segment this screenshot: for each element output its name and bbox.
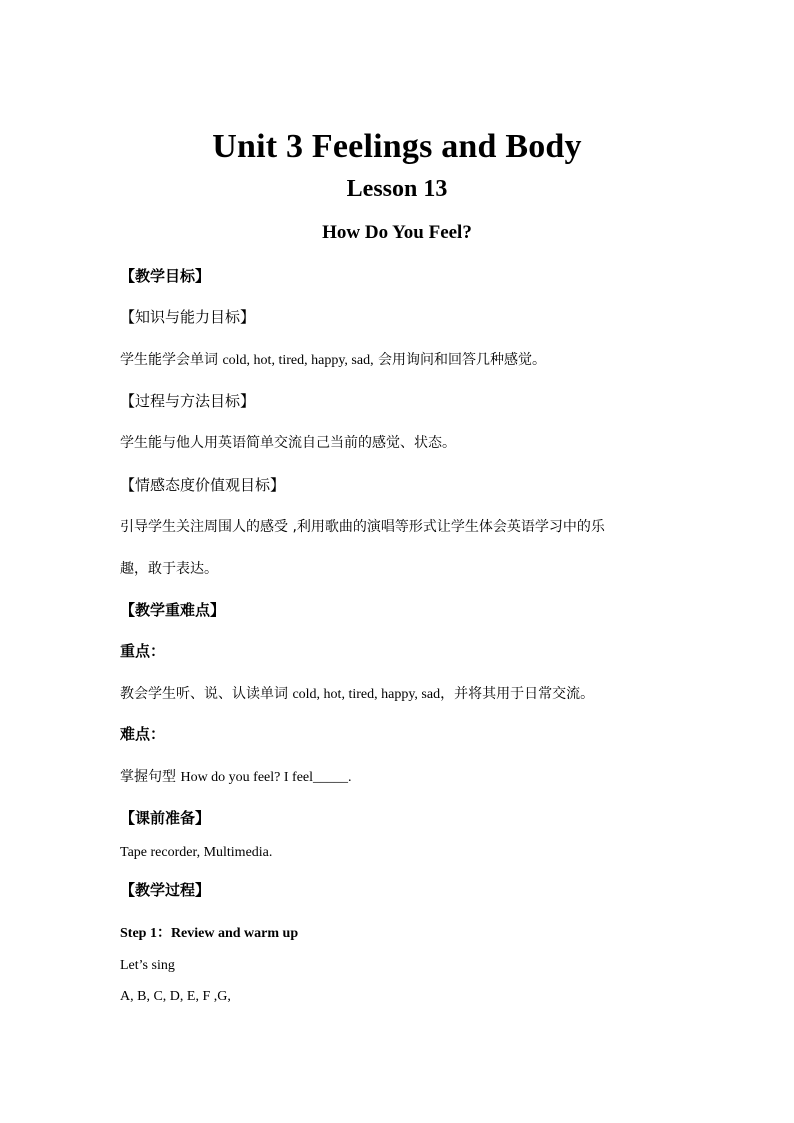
difficult-text-part1: 掌握句型 bbox=[120, 769, 181, 785]
emotion-goal-heading: 【情感态度价值观目标】 bbox=[120, 476, 286, 494]
knowledge-words: cold, hot, tired, happy, sad, bbox=[222, 353, 374, 368]
emotion-goal-text-line2: 趣，敢于表达。 bbox=[120, 561, 218, 577]
lets-sing-text: Let’s sing bbox=[120, 958, 175, 973]
key-point-label: 重点： bbox=[120, 642, 166, 660]
step1-label: Step 1：Review and warm up bbox=[120, 926, 299, 941]
process-heading: 【教学过程】 bbox=[120, 881, 211, 899]
key-point-text-part2: ，并将其用于日常交流。 bbox=[440, 686, 595, 702]
difficult-text bbox=[120, 766, 352, 786]
process-goal-text: 学生能与他人用英语简单交流自己当前的感觉、状态。 bbox=[120, 435, 456, 451]
teaching-goals-heading: 【教学目标】 bbox=[120, 267, 211, 285]
lesson-name: How Do You Feel? bbox=[322, 222, 472, 243]
document-title: Unit 3 Feelings and Body bbox=[212, 128, 582, 165]
key-difficult-heading: 【教学重难点】 bbox=[120, 601, 226, 619]
knowledge-text-part2: 会用询问和回答几种感觉。 bbox=[373, 352, 547, 368]
knowledge-goal-heading: 【知识与能力目标】 bbox=[120, 308, 256, 326]
song-line-text: A, B, C, D, E, F ,G, bbox=[120, 989, 231, 1004]
difficult-sentence: How do you feel? I feel_____. bbox=[180, 770, 352, 785]
knowledge-goal-text bbox=[120, 349, 546, 369]
knowledge-text-part1: 学生能学会单词 bbox=[120, 352, 223, 368]
key-point-text-part1: 教会学生听、说、认读单词 bbox=[120, 686, 293, 702]
lesson-number: Lesson 13 bbox=[346, 176, 448, 202]
emotion-goal-text-line1: 引导学生关注周围人的感受 ,利用歌曲的演唱等形式让学生体会英语学习中的乐 bbox=[120, 519, 605, 535]
key-point-words: cold, hot, tired, happy, sad bbox=[292, 687, 441, 702]
key-point-text bbox=[120, 683, 594, 703]
difficult-label: 难点： bbox=[120, 725, 166, 743]
process-goal-heading: 【过程与方法目标】 bbox=[120, 392, 256, 410]
preparation-text: Tape recorder, Multimedia. bbox=[120, 845, 273, 860]
preparation-heading: 【课前准备】 bbox=[120, 809, 211, 827]
step1-heading bbox=[120, 922, 298, 942]
